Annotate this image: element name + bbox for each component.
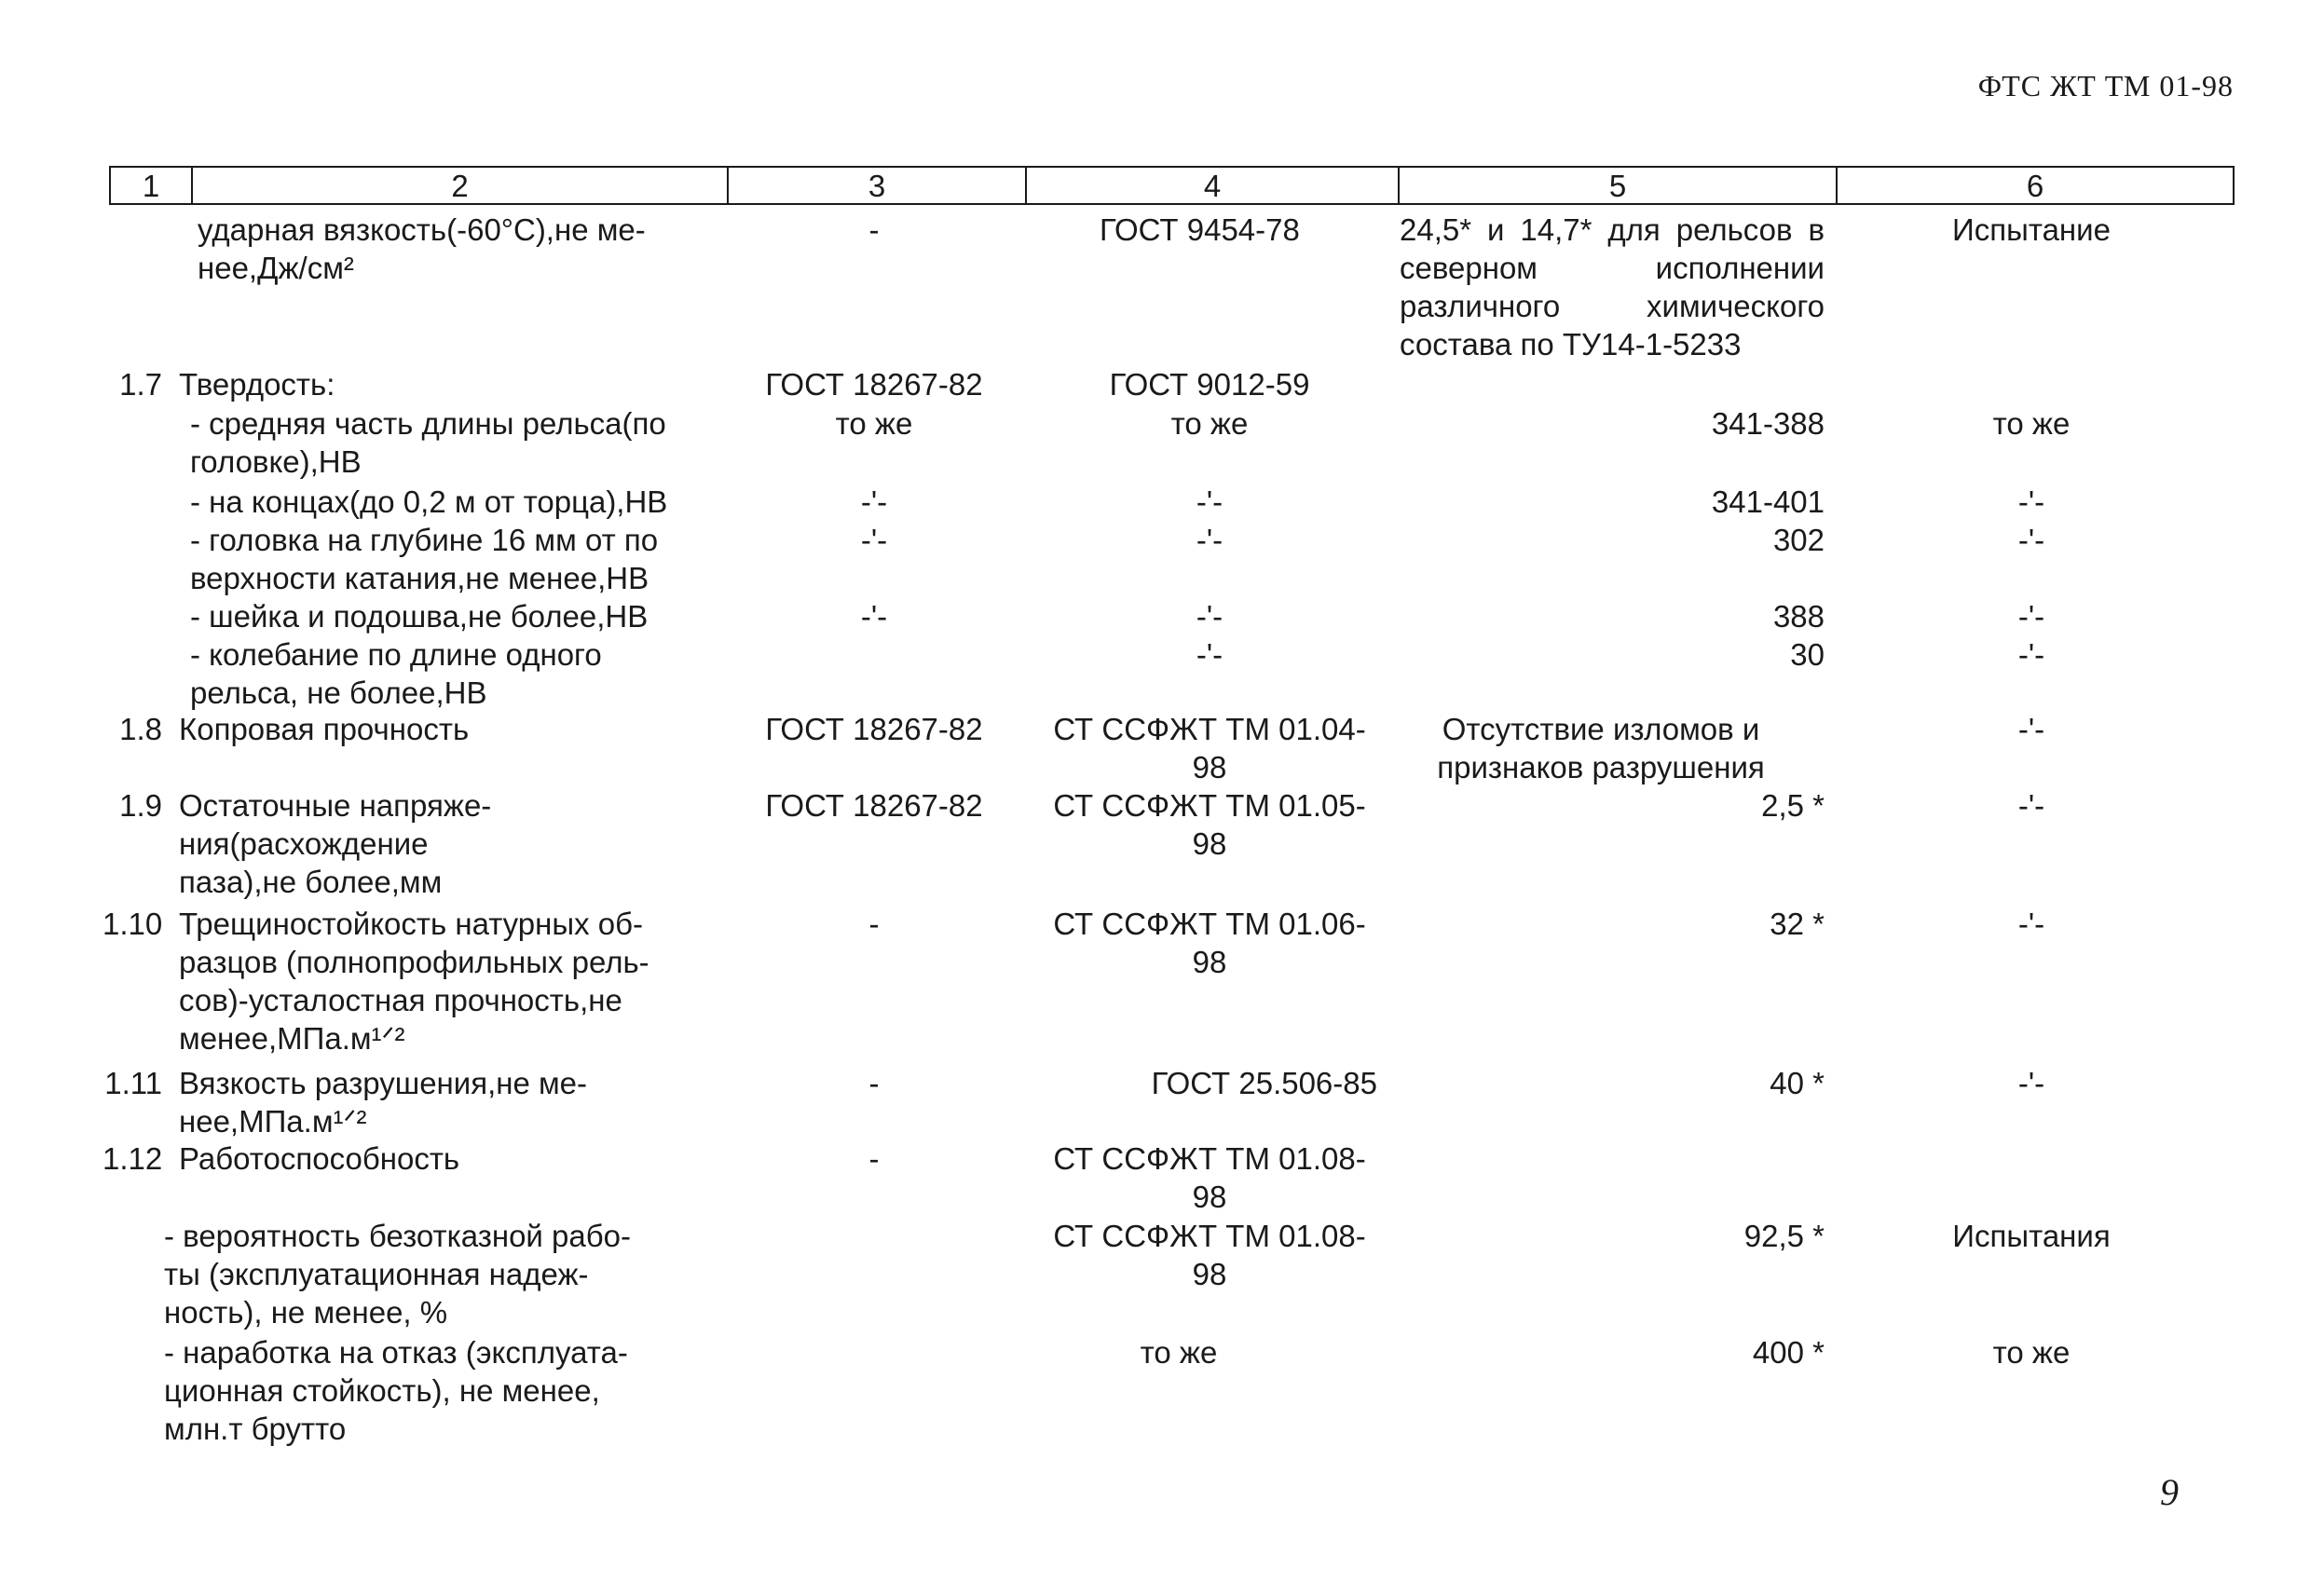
row-name: Трещиностойкость натурных об- разцов (полнопрофильных рель- сов)-усталостная прочность,не менее,МПа.м¹ᐟ² xyxy=(179,907,649,1056)
row-value: 341-388 xyxy=(1711,406,1825,441)
row-control: -'- xyxy=(2017,1066,2045,1100)
row-name: - головка на глубине 16 мм от по верхности катания,не менее,НВ xyxy=(190,523,659,595)
row-name: - вероятность безотказной рабо- ты (эксплуатационная надеж- ность), не менее, % xyxy=(164,1219,631,1330)
row-value: 400 * xyxy=(1752,1335,1825,1370)
column-header-5: 5 xyxy=(1398,168,1836,203)
column-header-2: 2 xyxy=(191,168,727,203)
row-control: -'- xyxy=(2017,484,2045,519)
row-standard: то же xyxy=(1170,406,1249,441)
row-standard: СТ ССФЖТ ТМ 01.08- 98 xyxy=(1053,1219,1366,1291)
row-control: -'- xyxy=(2017,599,2045,634)
row-value: 388 xyxy=(1772,599,1825,634)
row-standard: СТ ССФЖТ ТМ 01.04- 98 xyxy=(1053,712,1366,784)
row-standard: -'- xyxy=(1196,484,1223,519)
row-number: 1.9 xyxy=(119,788,162,823)
table-header xyxy=(109,166,2235,205)
row-control: Испытания xyxy=(1952,1219,2111,1253)
row-name: Копровая прочность xyxy=(179,712,470,746)
row-method: ГОСТ 18267-82 xyxy=(765,367,983,402)
row-standard: СТ ССФЖТ ТМ 01.05- 98 xyxy=(1053,788,1366,861)
row-standard: то же xyxy=(1140,1335,1218,1370)
row-value: 32 * xyxy=(1770,907,1825,941)
row-control: Испытание xyxy=(1952,212,2111,247)
row-name: Остаточные напряже- ния(расхождение паза),не более,мм xyxy=(179,788,492,899)
row-standard: СТ ССФЖТ ТМ 01.08- 98 xyxy=(1053,1141,1366,1214)
row-name: Твердость: xyxy=(179,367,335,402)
document-code: ФТС ЖТ ТМ 01-98 xyxy=(1977,69,2234,102)
row-control: то же xyxy=(1992,406,2071,441)
row-control: то же xyxy=(1992,1335,2071,1370)
row-method: - xyxy=(868,212,880,247)
row-number: 1.8 xyxy=(119,712,162,746)
row-method: то же xyxy=(835,406,913,441)
row-method: ГОСТ 18267-82 xyxy=(765,712,983,746)
column-header-6: 6 xyxy=(1836,168,2233,203)
row-standard: ГОСТ 25.506-85 xyxy=(1151,1066,1377,1100)
row-control: -'- xyxy=(2017,523,2045,557)
row-control: -'- xyxy=(2017,712,2045,746)
row-value: 302 xyxy=(1772,523,1825,557)
row-standard: ГОСТ 9012-59 xyxy=(1109,367,1310,402)
row-standard: СТ ССФЖТ ТМ 01.06- 98 xyxy=(1053,907,1366,979)
row-number: 1.12 xyxy=(103,1141,163,1176)
row-method: -'- xyxy=(860,599,888,634)
column-header-1: 1 xyxy=(142,168,160,203)
row-name: - наработка на отказ (эксплуата- ционная стойкость), не менее, млн.т брутто xyxy=(164,1335,628,1446)
row-standard: -'- xyxy=(1196,599,1223,634)
row-value: 40 * xyxy=(1770,1066,1825,1100)
row-name: Вязкость разрушения,не ме- нее,МПа.м¹ᐟ² xyxy=(179,1066,588,1139)
row-standard: -'- xyxy=(1196,523,1223,557)
row-value: 92,5 * xyxy=(1743,1219,1825,1253)
row-method: - xyxy=(868,907,880,941)
row-method: -'- xyxy=(860,523,888,557)
row-value: 24,5* и 14,7* для рельсов в северном исполнении различного химического состава по ТУ14-1-5233 xyxy=(1400,212,1825,361)
row-name: - на концах(до 0,2 м от торца),НВ xyxy=(190,484,668,519)
row-method: - xyxy=(868,1066,880,1100)
row-method: -'- xyxy=(860,484,888,519)
row-number: 1.10 xyxy=(103,907,163,941)
row-value: 2,5 * xyxy=(1761,788,1825,823)
row-number: 1.11 xyxy=(104,1066,162,1100)
row-control: -'- xyxy=(2017,788,2045,823)
row-name: - средняя часть длины рельса(по головке),НВ xyxy=(190,406,666,479)
row-control: -'- xyxy=(2017,907,2045,941)
column-header-4: 4 xyxy=(1025,168,1398,203)
row-value: 30 xyxy=(1790,637,1825,672)
row-name: - шейка и подошва,не более,НВ xyxy=(190,599,649,634)
row-number: 1.7 xyxy=(119,367,162,402)
row-method: - xyxy=(868,1141,880,1176)
row-value: Отсутствие изломов и признаков разрушения xyxy=(1437,712,1765,784)
row-method: ГОСТ 18267-82 xyxy=(765,788,983,823)
row-name: Работоспособность xyxy=(179,1141,460,1176)
row-standard: -'- xyxy=(1196,637,1223,672)
column-header-3: 3 xyxy=(727,168,1025,203)
page-number: 9 xyxy=(2160,1471,2179,1513)
row-name: - колебание по длине одного рельса, не более,НВ xyxy=(190,637,602,710)
row-standard: ГОСТ 9454-78 xyxy=(1100,212,1300,247)
row-control: -'- xyxy=(2017,637,2045,672)
row-value: 341-401 xyxy=(1711,484,1825,519)
row-name: ударная вязкость(-60°С),не ме- нее,Дж/см² xyxy=(198,212,646,285)
